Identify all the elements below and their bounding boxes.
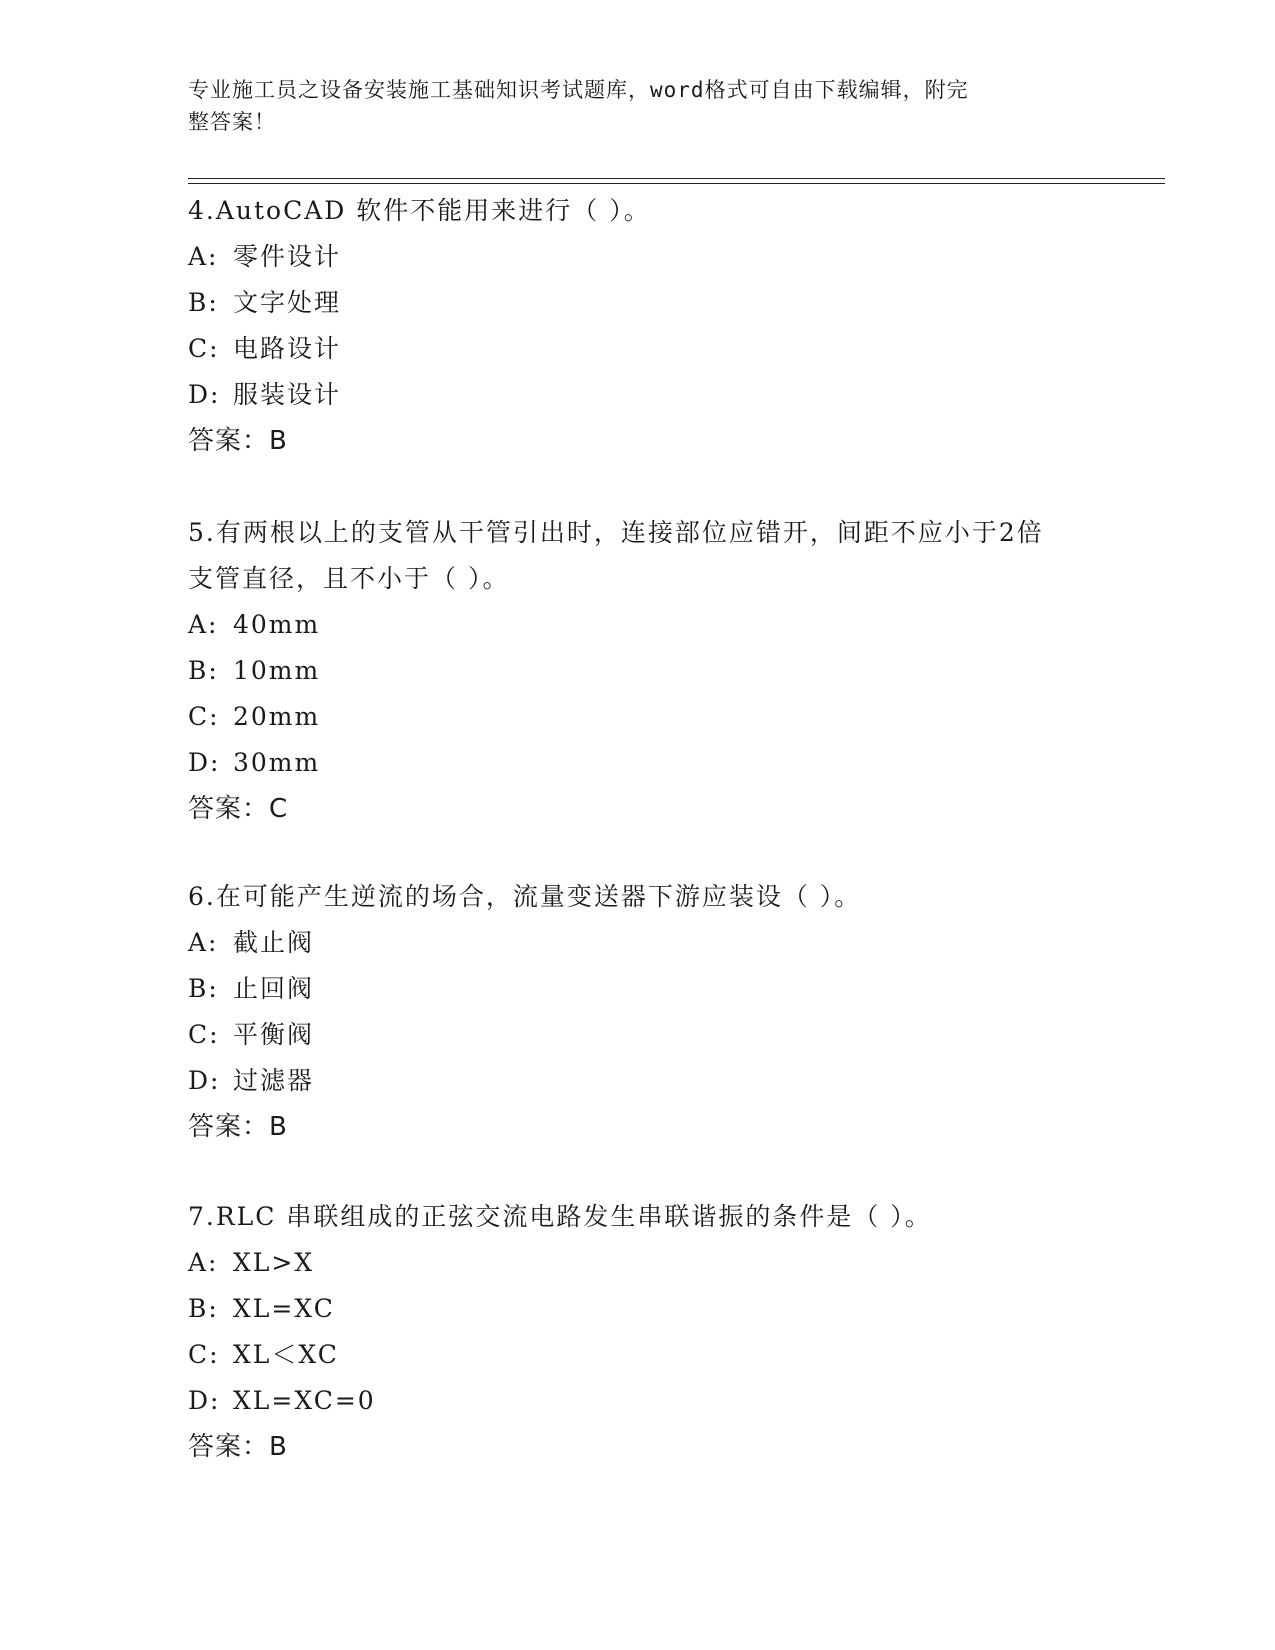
option-b [188, 648, 1068, 694]
question-stem: 7.RLC 串联组成的正弦交流电路发生串联谐振的条件是（ ）。 [188, 1202, 932, 1231]
option-a [188, 602, 1068, 648]
option-letter: C: [188, 334, 220, 363]
option-text: 电路设计 [233, 334, 342, 363]
option-letter: D: [188, 380, 221, 409]
option-letter: B: [188, 288, 219, 317]
answer-line: 答案：C [188, 794, 289, 824]
option-letter: A: [188, 928, 219, 957]
answer-line: 答案：B [188, 1432, 288, 1462]
option-letter: C: [188, 1020, 220, 1049]
option-text: 文字处理 [233, 288, 342, 317]
option-d [188, 740, 1068, 786]
option-text: 10mm [233, 656, 321, 685]
question-5 [188, 510, 1068, 832]
option-b [188, 280, 1068, 326]
option-letter: B: [188, 656, 219, 685]
option-b [188, 1286, 1068, 1332]
option-text: XL>X [233, 1248, 315, 1277]
option-text: 截止阀 [233, 928, 315, 957]
option-text: 40mm [233, 610, 321, 639]
option-text: 服装设计 [233, 380, 342, 409]
header-divider-bottom [188, 183, 1165, 184]
question-stem: 5.有两根以上的支管从干管引出时，连接部位应错开，间距不应小于2倍支管直径，且不小于（ ）。 [188, 518, 1044, 593]
option-c [188, 1012, 1068, 1058]
option-d [188, 1058, 1068, 1104]
option-a [188, 1240, 1068, 1286]
option-letter: A: [188, 610, 219, 639]
option-letter: D: [188, 1066, 221, 1095]
option-text: XL＜XC [233, 1340, 339, 1369]
option-text: 30mm [233, 748, 321, 777]
option-text: XL=XC=0 [233, 1386, 376, 1415]
option-letter: B: [188, 1294, 219, 1323]
option-c [188, 1332, 1068, 1378]
option-text: 平衡阀 [233, 1020, 315, 1049]
option-letter: D: [188, 1386, 221, 1415]
header-line-1: 专业施工员之设备安装施工基础知识考试题库，word格式可自由下载编辑，附完 [188, 78, 969, 102]
header-line-2: 整答案！ [188, 110, 276, 134]
option-letter: C: [188, 702, 220, 731]
option-text: 过滤器 [233, 1066, 315, 1095]
option-d [188, 372, 1068, 418]
document-header [188, 74, 1068, 138]
header-divider-top [188, 178, 1165, 179]
question-7 [188, 1194, 1068, 1470]
option-c [188, 326, 1068, 372]
option-c [188, 694, 1068, 740]
option-a [188, 234, 1068, 280]
answer-line: 答案：B [188, 1112, 288, 1142]
answer-line: 答案：B [188, 426, 288, 456]
option-d [188, 1378, 1068, 1424]
question-stem: 6.在可能产生逆流的场合，流量变送器下游应装设（ ）。 [188, 882, 862, 911]
option-text: 20mm [233, 702, 321, 731]
question-6 [188, 874, 1068, 1150]
question-stem: 4.AutoCAD 软件不能用来进行（ ）。 [188, 196, 651, 225]
option-text: XL=XC [233, 1294, 335, 1323]
question-4 [188, 188, 1068, 464]
option-letter: C: [188, 1340, 220, 1369]
option-letter: D: [188, 748, 221, 777]
option-letter: B: [188, 974, 219, 1003]
option-text: 止回阀 [233, 974, 315, 1003]
option-text: 零件设计 [233, 242, 342, 271]
option-letter: A: [188, 1248, 219, 1277]
option-a [188, 920, 1068, 966]
option-b [188, 966, 1068, 1012]
option-letter: A: [188, 242, 219, 271]
